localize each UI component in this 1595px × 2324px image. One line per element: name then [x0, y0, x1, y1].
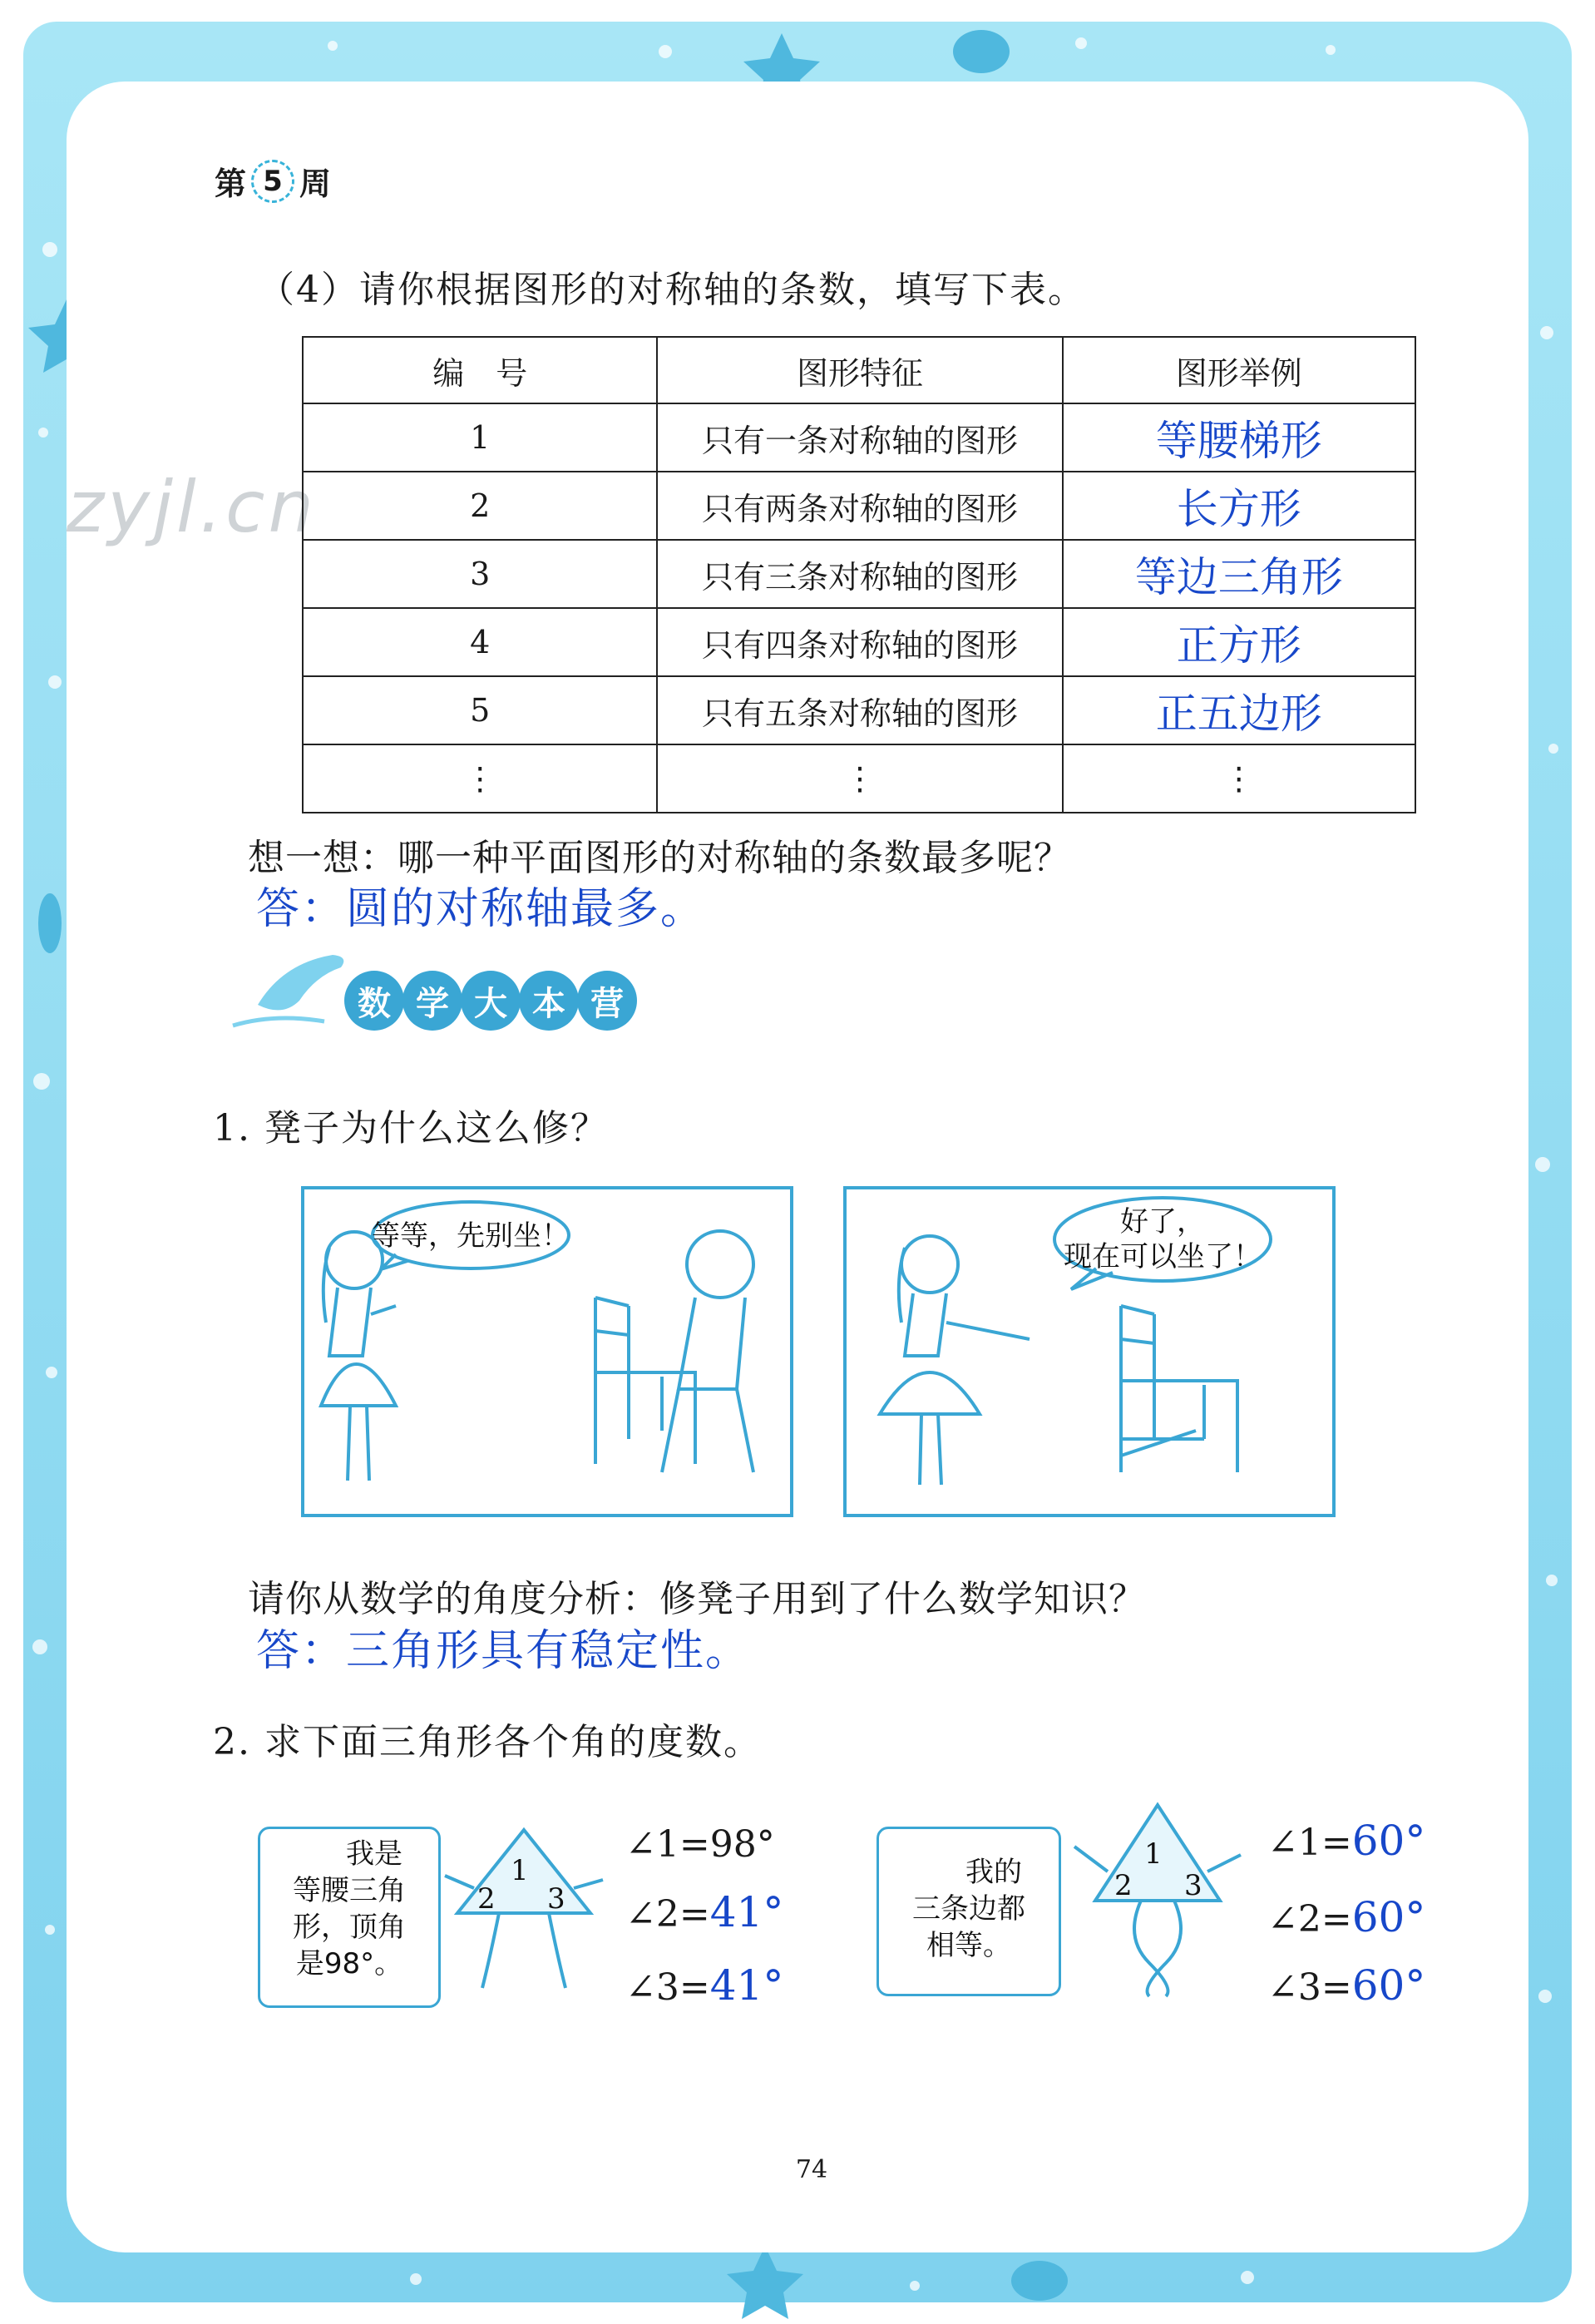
- angle-value-given: 98°: [709, 1823, 775, 1866]
- angle-value-answer: 60°: [1351, 1817, 1426, 1865]
- speech-box-left: [258, 1827, 441, 2008]
- row-number: 3: [303, 540, 657, 608]
- row-example-answer: 长方形: [1063, 472, 1415, 540]
- row-feature: 只有五条对称轴的图形: [657, 676, 1062, 744]
- speech-panel2-line1: 好了，: [1120, 1205, 1205, 1239]
- answer-q4: 答：圆的对称轴最多。: [256, 884, 706, 934]
- row-example-answer: 正五边形: [1063, 676, 1415, 744]
- watermark-text: zyjl.cn: [67, 466, 317, 549]
- isosceles-triangle-character: [441, 1805, 607, 2005]
- speech-panel1: 等等，先别坐！: [372, 1219, 570, 1253]
- row-example-answer: 等边三角形: [1063, 540, 1415, 608]
- right-angle-3: [1267, 1961, 1425, 2010]
- speech-right-line1: 我的: [965, 1856, 1022, 1889]
- week-prefix: 第: [215, 166, 247, 202]
- angle-label: ∠2=: [1267, 1898, 1352, 1941]
- table-row: [303, 472, 1415, 540]
- comic-panel-left: [301, 1186, 793, 1517]
- speech-left-line1: 我是: [346, 1837, 402, 1871]
- symmetry-axis-table: [302, 336, 1416, 813]
- speech-right-line3: 相等。: [926, 1929, 1011, 1962]
- girl-stop-boy-illustration: [304, 1189, 790, 1514]
- triangle-left-label-1: 1: [511, 1854, 529, 1887]
- girl-invite-sit-illustration: [847, 1189, 1332, 1514]
- banner-char: 本: [532, 984, 565, 1023]
- table-row: [303, 744, 1415, 813]
- row-example-answer: 正方形: [1063, 608, 1415, 676]
- row-number: 5: [303, 676, 657, 744]
- angle-label: ∠3=: [625, 1966, 710, 2009]
- angle-value-answer: 41°: [709, 1888, 784, 1936]
- question-1-title: 1. 凳子为什么这么修？: [213, 1107, 609, 1150]
- speech-right-line2: 三条边都: [912, 1892, 1025, 1926]
- row-feature: 只有一条对称轴的图形: [657, 403, 1062, 472]
- analyze-question: 请你从数学的角度分析：修凳子用到了什么数学知识？: [248, 1578, 1146, 1620]
- row-feature: 只有三条对称轴的图形: [657, 540, 1062, 608]
- table-header-row: [303, 337, 1415, 403]
- table-row: [303, 540, 1415, 608]
- row-number: 1: [303, 403, 657, 472]
- speech-left-line4: 是98°。: [295, 1947, 403, 1980]
- banner-char: 营: [590, 984, 624, 1023]
- angle-value-answer: 60°: [1351, 1893, 1426, 1941]
- row-number: 2: [303, 472, 657, 540]
- left-angle-2: [625, 1888, 783, 1936]
- comic-panel-right: [843, 1186, 1336, 1517]
- header-number: 编 号: [303, 337, 657, 403]
- page-number: 74: [795, 2154, 828, 2184]
- triangle-right-label-3: 3: [1184, 1869, 1202, 1902]
- left-angle-3: [625, 1961, 783, 2010]
- left-angle-1: [625, 1823, 775, 1866]
- think-question: 想一想：哪一种平面图形的对称轴的条数最多呢？: [248, 837, 1071, 879]
- speech-left-line2: 等腰三角: [293, 1874, 406, 1907]
- row-number: ⋮: [303, 744, 657, 813]
- week-number: 5: [251, 160, 294, 203]
- table-row: [303, 676, 1415, 744]
- question-4-title: （4）请你根据图形的对称轴的条数，填写下表。: [258, 269, 1086, 311]
- answer-q1: 答：三角形具有稳定性。: [256, 1626, 751, 1676]
- angle-label: ∠1=: [625, 1823, 710, 1866]
- question-2-title: 2. 求下面三角形各个角的度数。: [213, 1721, 762, 1763]
- speech-panel2-line2: 现在可以坐了！: [1064, 1240, 1262, 1273]
- angle-value-answer: 41°: [709, 1961, 784, 2010]
- speech-box-right: [877, 1827, 1061, 1996]
- row-feature: 只有两条对称轴的图形: [657, 472, 1062, 540]
- angle-label: ∠3=: [1267, 1966, 1352, 2009]
- row-example-answer: 等腰梯形: [1063, 403, 1415, 472]
- row-feature: 只有四条对称轴的图形: [657, 608, 1062, 676]
- week-suffix: 周: [299, 166, 332, 202]
- week-label: [215, 158, 331, 204]
- speech-left-line3: 形，顶角: [293, 1911, 406, 1944]
- section-banner: [225, 938, 657, 1038]
- row-example: ⋮: [1063, 744, 1415, 813]
- equilateral-triangle-character: [1066, 1797, 1249, 2005]
- right-angle-1: [1267, 1817, 1425, 1865]
- angle-label: ∠2=: [625, 1893, 710, 1936]
- triangle-left-label-2: 2: [477, 1882, 496, 1916]
- row-number: 4: [303, 608, 657, 676]
- angle-value-answer: 60°: [1351, 1961, 1426, 2010]
- header-example: 图形举例: [1063, 337, 1415, 403]
- banner-char: 大: [474, 984, 507, 1023]
- table-row: [303, 403, 1415, 472]
- row-feature: ⋮: [657, 744, 1062, 813]
- banner-char: 数: [358, 984, 391, 1023]
- triangle-right-label-2: 2: [1114, 1869, 1133, 1902]
- triangle-left-label-3: 3: [547, 1882, 565, 1916]
- triangle-right-label-1: 1: [1144, 1837, 1163, 1871]
- right-angle-2: [1267, 1893, 1425, 1941]
- angle-label: ∠1=: [1267, 1822, 1352, 1864]
- banner-char: 学: [416, 984, 449, 1023]
- table-row: [303, 608, 1415, 676]
- header-feature: 图形特征: [657, 337, 1062, 403]
